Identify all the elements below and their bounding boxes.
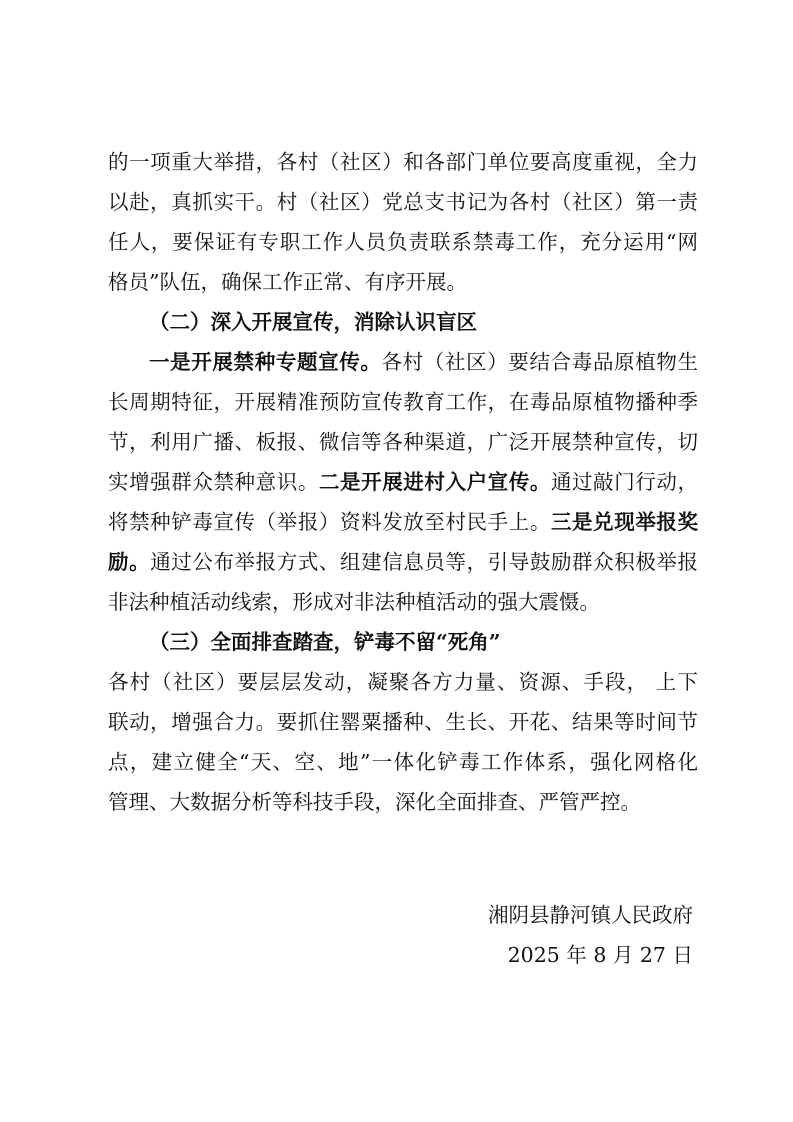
paragraph-text: 各村（社区）要结合毒品原植物生 xyxy=(381,350,699,374)
paragraph-line: 节，利用广播、板报、微信等各种渠道，广泛开展禁种宣传，切 xyxy=(108,430,698,454)
issuing-organization: 湘阴县静河镇人民政府 xyxy=(488,903,693,927)
section-heading-inspection: （三）全面排查踏查，铲毒不留“死角” xyxy=(149,630,501,654)
paragraph-line xyxy=(108,502,698,542)
signature-block xyxy=(488,895,693,975)
key-point-three-end: 励。 xyxy=(108,550,151,574)
paragraph-line: 长周期特征，开展精准预防宣传教育工作，在毒品原植物播种季 xyxy=(108,390,698,414)
paragraph-line: 联动，增强合力。要抓住罂粟播种、生长、开花、结果等时间节 xyxy=(108,710,698,734)
paragraph-line: 非法种植活动线索，形成对非法种植活动的强大震慑。 xyxy=(108,590,600,614)
paragraph-text: 通过公布举报方式、组建信息员等，引导鼓励群众积极举报 xyxy=(150,550,699,574)
paragraph-line: 管理、大数据分析等科技手段，深化全面排查、严管严控。 xyxy=(108,790,641,814)
paragraph-text: 实增强群众禁种意识。 xyxy=(108,470,319,494)
paragraph-line: 任人，要保证有专职工作人员负责联系禁毒工作，充分运用“网 xyxy=(108,230,698,254)
paragraph-line: 点，建立健全“天、空、地”一体化铲毒工作体系，强化网格化 xyxy=(108,750,698,774)
paragraph-line xyxy=(108,342,698,382)
paragraph-line: 各村（社区）要层层发动，凝聚各方力量、资源、手段， 上下 xyxy=(108,670,698,694)
key-point-three: 三是兑现举报奖 xyxy=(550,510,699,534)
paragraph-line xyxy=(108,542,698,582)
paragraph-responsibility xyxy=(108,142,698,302)
paragraph-line xyxy=(108,462,698,502)
paragraph-line: 的一项重大举措，各村（社区）和各部门单位要高度重视，全力 xyxy=(108,150,698,174)
key-point-two: 二是开展进村入户宣传。 xyxy=(318,470,551,494)
paragraph-line: 以赴，真抓实干。村（社区）党总支书记为各村（社区）第一责 xyxy=(108,190,698,214)
paragraph-line: 格员”队伍，确保工作正常、有序开展。 xyxy=(108,270,467,294)
section-heading-publicity: （二）深入开展宣传，消除认识盲区 xyxy=(149,310,477,334)
document-body xyxy=(108,142,698,822)
paragraph-publicity xyxy=(108,342,698,622)
paragraph-text: 通过敲门行动， xyxy=(550,470,699,494)
paragraph-inspection xyxy=(108,662,698,822)
issue-date: 2025 年 8 月 27 日 xyxy=(507,943,693,967)
paragraph-text: 将禁种铲毒宣传（举报）资料发放至村民手上。 xyxy=(108,510,551,534)
key-point-one: 一是开展禁种专题宣传。 xyxy=(149,350,382,374)
